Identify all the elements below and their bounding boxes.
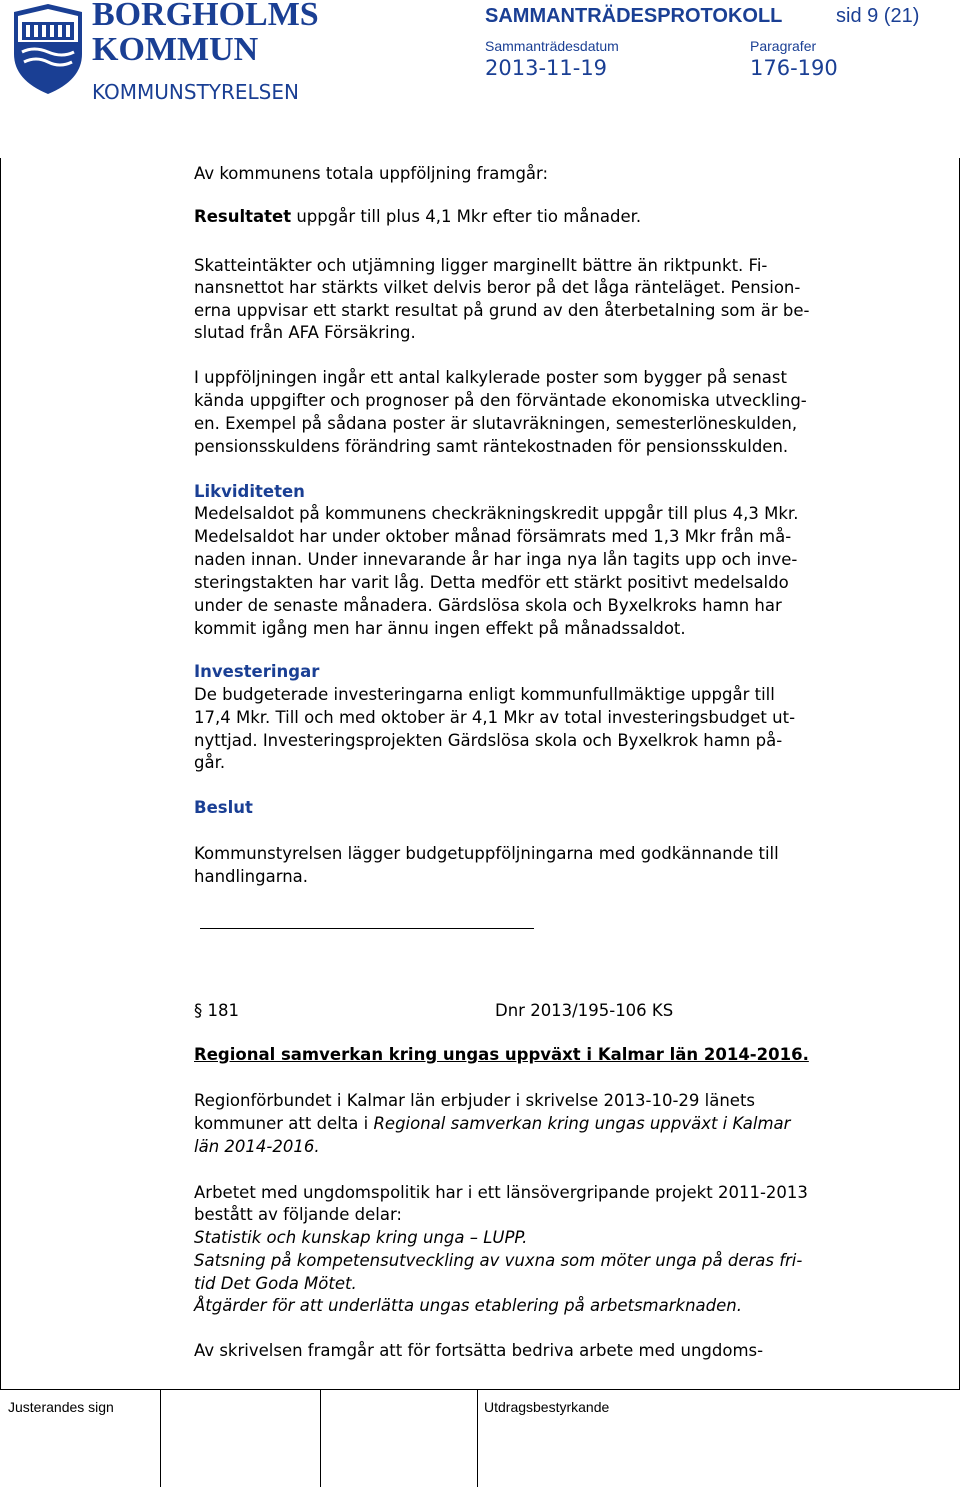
- case-number: Dnr 2013/195-106 KS: [495, 1001, 674, 1020]
- region-line: [194, 1112, 790, 1135]
- decision-line: handlingarna.: [194, 867, 309, 886]
- footer-sign-box-divider: [160, 1389, 161, 1487]
- work-line: bestått av följande delar:: [194, 1205, 402, 1224]
- extract-certification-label: Utdragsbestyrkande: [484, 1399, 610, 1415]
- investments-line: 17,4 Mkr. Till och med oktober är 4,1 Mkr av total investeringsbudget ut-: [194, 708, 796, 727]
- result-paragraph: [194, 205, 641, 228]
- footer-divider: [0, 1389, 960, 1390]
- project-name-italic: Regional samverkan kring ungas uppväxt i Kalmar: [373, 1114, 791, 1133]
- paragraphs-value: 176-190: [750, 56, 838, 80]
- region-line: län 2014-2016.: [194, 1137, 320, 1156]
- followup-line: kända uppgifter och prognoser på den förväntade ekonomiska utveckling-: [194, 391, 807, 410]
- followup-line: en. Exempel på sådana poster är slutavräkningen, semesterlöneskulden,: [194, 414, 798, 433]
- investments-line: nyttjad. Investeringsprojekten Gärdslösa skola och Byxelkrok hamn på-: [194, 731, 783, 750]
- protocol-title: SAMMANTRÄDESPROTOKOLL: [485, 5, 783, 27]
- last-line: Av skrivelsen framgår att för fortsätta bedriva arbete med ungdoms-: [194, 1341, 764, 1360]
- liquidity-line: Medelsaldot har under oktober månad försämrats med 1,3 Mkr från må-: [194, 527, 792, 546]
- work-item: Åtgärder för att underlätta ungas etablering på arbetsmarknaden.: [194, 1296, 742, 1315]
- section-separator-line: [200, 928, 534, 929]
- investments-line: går.: [194, 753, 226, 772]
- municipal-crest-logo: [8, 2, 88, 96]
- footer-sign-box-divider: [320, 1389, 321, 1487]
- meeting-date-label: Sammanträdesdatum: [485, 38, 619, 54]
- left-margin-line: [0, 158, 1, 1390]
- section-title: Regional samverkan kring ungas uppväxt i Kalmar län 2014-2016.: [194, 1045, 809, 1064]
- intro-text: Av kommunens totala uppföljning framgår:: [194, 164, 549, 183]
- liquidity-line: kommit igång men har ännu ingen effekt på månadssaldot.: [194, 619, 686, 638]
- work-item: tid Det Goda Mötet.: [194, 1274, 357, 1293]
- footer-extract-divider: [477, 1389, 478, 1487]
- tax-line: Skatteintäkter och utjämning ligger marginellt bättre än riktpunkt. Fi-: [194, 256, 768, 275]
- liquidity-line: under de senaste månadera. Gärdslösa skola och Byxelkroks hamn har: [194, 596, 782, 615]
- tax-line: erna uppvisar ett starkt resultat på grund av den återbetalning som är be-: [194, 301, 810, 320]
- work-line: Arbetet med ungdomspolitik har i ett länsövergripande projekt 2011-2013: [194, 1183, 808, 1202]
- followup-line: I uppföljningen ingår ett antal kalkylerade poster som bygger på senast: [194, 368, 787, 387]
- result-text: uppgår till plus 4,1 Mkr efter tio månader.: [291, 207, 642, 226]
- tax-line: nansnettot har stärkts vilket delvis beror på det låga ränteläget. Pension-: [194, 278, 801, 297]
- signature-label: Justerandes sign: [8, 1399, 114, 1415]
- decision-line: Kommunstyrelsen lägger budgetuppföljningarna med godkännande till: [194, 844, 779, 863]
- followup-line: pensionsskuldens förändring samt räntekostnaden för pensionsskulden.: [194, 437, 789, 456]
- result-bold-label: Resultatet: [194, 207, 292, 226]
- work-item: Satsning på kompetensutveckling av vuxna som möter unga på deras fri-: [194, 1251, 803, 1270]
- liquidity-line: naden innan. Under innevarande år har inga nya lån tagits upp och inve-: [194, 550, 798, 569]
- region-line: Regionförbundet i Kalmar län erbjuder i skrivelse 2013-10-29 länets: [194, 1091, 756, 1110]
- liquidity-heading: Likviditeten: [194, 482, 305, 501]
- paragraphs-label: Paragrafer: [750, 38, 817, 54]
- board-name: KOMMUNSTYRELSEN: [92, 80, 299, 104]
- liquidity-line: Medelsaldot på kommunens checkräkningskredit uppgår till plus 4,3 Mkr.: [194, 504, 799, 523]
- work-item: Statistik och kunskap kring unga – LUPP.: [194, 1228, 528, 1247]
- page-number: sid 9 (21): [836, 5, 920, 27]
- decision-heading: Beslut: [194, 798, 253, 817]
- logo-text-borgholms: BORGHOLMS: [92, 0, 319, 33]
- logo-text-kommun: KOMMUN: [92, 31, 259, 68]
- investments-line: De budgeterade investeringarna enligt kommunfullmäktige uppgår till: [194, 685, 775, 704]
- liquidity-line: steringstakten har varit låg. Detta medför ett stärkt positivt medelsaldo: [194, 573, 789, 592]
- tax-line: slutad från AFA Försäkring.: [194, 323, 416, 342]
- region-text: kommuner att delta i: [194, 1114, 374, 1133]
- section-number: § 181: [194, 1001, 239, 1020]
- investments-heading: Investeringar: [194, 662, 320, 681]
- meeting-date-value: 2013-11-19: [485, 56, 608, 80]
